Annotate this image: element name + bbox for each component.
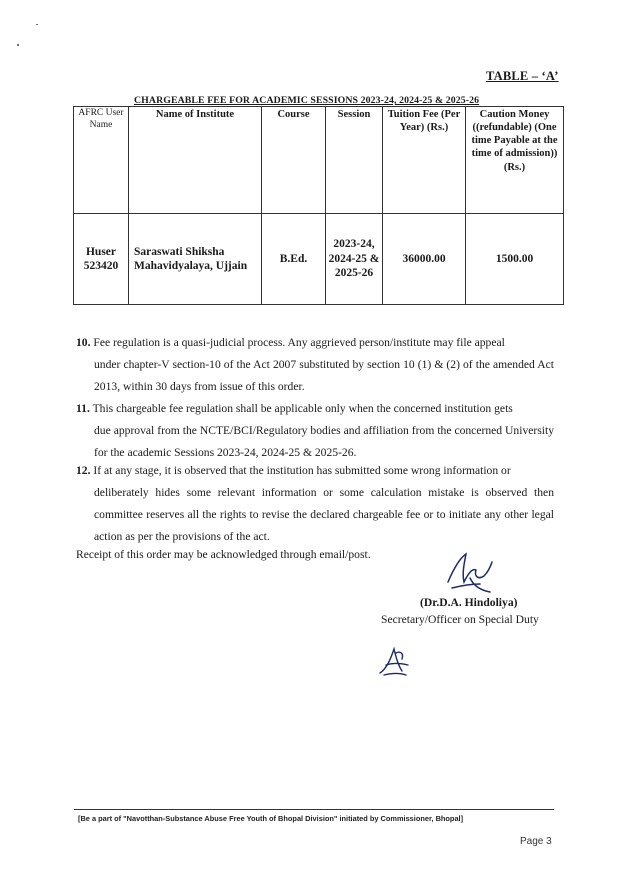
clause-10 [76, 332, 554, 398]
signatory-title: Secretary/Officer on Special Duty [381, 613, 539, 626]
cell-caution-money: 1500.00 [466, 214, 564, 305]
cell-institute-name: Saraswati Shiksha Mahavidyalaya, Ujjain [129, 214, 262, 305]
scan-speck [36, 24, 38, 25]
signatory-name: (Dr.D.A. Hindoliya) [420, 596, 518, 609]
clause-number: 11. [76, 402, 90, 415]
handwritten-signature [440, 548, 500, 596]
page-number: Page 3 [520, 836, 552, 847]
clause-number: 10. [76, 336, 91, 349]
fee-table-title: CHARGEABLE FEE FOR ACADEMIC SESSIONS 2023-24, 2024-25 & 2025-26 [134, 95, 480, 106]
footer-divider [74, 809, 554, 810]
clause-text-continuation: under chapter-V section-10 of the Act 2007 substituted by section 10 (1) & (2) of the amended Act 2013, within 30 days from issue of this order. [94, 358, 554, 393]
cell-afrc-user-name: Huser 523420 [74, 214, 129, 305]
header-name-of-institute: Name of Institute [129, 107, 262, 214]
clause-text-continuation: deliberately hides some relevant information or some calculation mistake is observed then committee reserves all the rights to revise the declared chargeable fee or to initiate any other legal action as per the provisions of the act. [94, 486, 554, 543]
clause-number: 12. [76, 464, 91, 477]
header-caution-money: Caution Money ((refundable) (One time Payable at the time of admission)) (Rs.) [466, 107, 564, 214]
header-afrc-user-name: AFRC User Name [74, 107, 129, 214]
clause-11 [76, 398, 554, 464]
clause-text-first-line: This chargeable fee regulation shall be applicable only when the concerned institution gets [92, 402, 513, 415]
table-row [74, 214, 564, 305]
header-session: Session [326, 107, 383, 214]
header-course: Course [262, 107, 326, 214]
cell-course: B.Ed. [262, 214, 326, 305]
scan-speck [17, 44, 19, 46]
footer-note: [Be a part of "Navotthan-Substance Abuse Free Youth of Bhopal Division" initiated by Commissioner, Bhopal] [78, 814, 464, 823]
table-label: TABLE – ‘A’ [486, 69, 559, 83]
cell-session: 2023-24, 2024-25 & 2025-26 [326, 214, 383, 305]
fee-table [73, 106, 564, 305]
cell-tuition-fee: 36000.00 [383, 214, 466, 305]
fee-table-header-row [74, 107, 564, 214]
handwritten-initials [376, 643, 412, 679]
clause-text-continuation: due approval from the NCTE/BCI/Regulatory bodies and affiliation from the concerned University for the academic Sessions 2023-24, 2024-25 & 2025-26. [94, 424, 554, 459]
clause-text-first-line: Fee regulation is a quasi-judicial process. Any aggrieved person/institute may file appeal [93, 336, 505, 349]
clause-text-first-line: If at any stage, it is observed that the institution has submitted some wrong information or [93, 464, 511, 477]
header-tuition-fee: Tuition Fee (Per Year) (Rs.) [383, 107, 466, 214]
clause-12 [76, 460, 554, 548]
receipt-note: Receipt of this order may be acknowledged through email/post. [76, 548, 371, 561]
